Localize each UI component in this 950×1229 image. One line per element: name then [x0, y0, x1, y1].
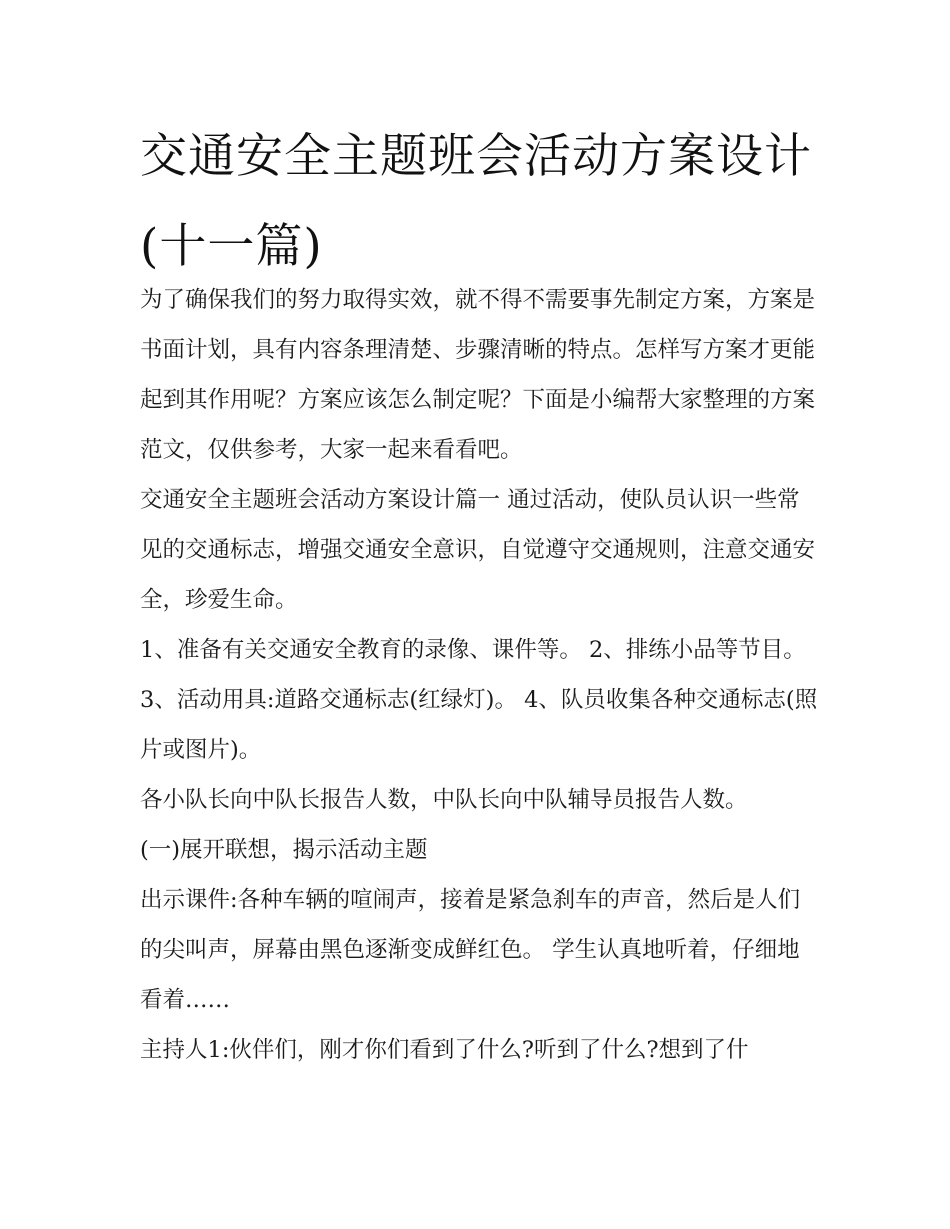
paragraph-section-heading: (一)展开联想，揭示活动主题 — [140, 837, 428, 863]
paragraph-report: 各小队长向中队长报告人数，中队长向中队辅导员报告人数。 — [140, 787, 748, 813]
document-title: 交通安全主题班会活动方案设计(十一篇) — [140, 129, 812, 274]
paragraph-courseware: 出示课件:各种车辆的喧闹声，接着是紧急刹车的声音，然后是人们的尖叫声，屏幕由黑色逐渐变成鲜红色。 学生认真地听着，仔细地看着…… — [140, 887, 801, 1013]
document-body — [140, 275, 820, 1075]
paragraph-chapter-one: 交通安全主题班会活动方案设计篇一 通过活动，使队员认识一些常见的交通标志，增强交通安全意识，自觉遵守交通规则，注意交通安全，珍爱生命。 — [140, 487, 816, 613]
paragraph-intro: 为了确保我们的努力取得实效，就不得不需要事先制定方案，方案是书面计划，具有内容条理清楚、步骤清晰的特点。怎样写方案才更能起到其作用呢？方案应该怎么制定呢？下面是小编帮大家整理的方案范文，仅供参考，大家一起来看看吧。 — [140, 287, 816, 463]
paragraph-preparation: 1、准备有关交通安全教育的录像、课件等。 2、排练小品等节目。 3、活动用具:道路交通标志(红绿灯)。 4、队员收集各种交通标志(照片或图片)。 — [140, 637, 818, 763]
paragraph-host: 主持人1:伙伴们，刚才你们看到了什么?听到了什么?想到了什 — [140, 1037, 749, 1063]
